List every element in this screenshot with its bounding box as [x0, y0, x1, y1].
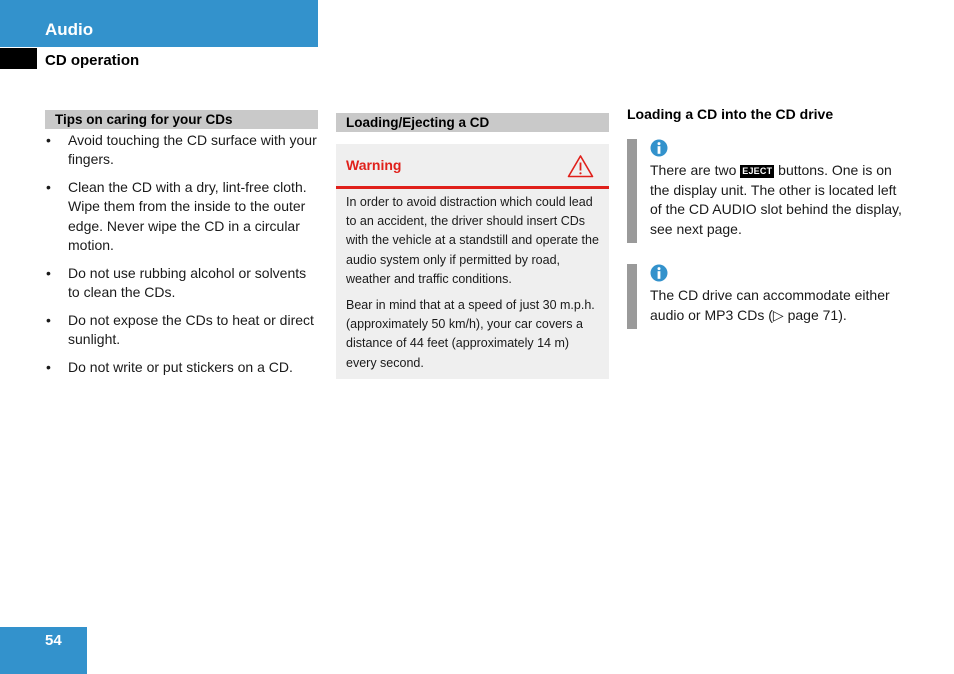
- list-item: • Do not expose the CDs to heat or direct sunlight.: [45, 311, 320, 350]
- section-title: CD operation: [45, 52, 140, 69]
- loading-section-heading: Loading/Ejecting a CD: [336, 113, 609, 132]
- warning-text: In order to avoid distraction which could lead to an accident, the driver should insert CDs with the vehicle at a standstill and operate the audio system only if permitted by road, weather and traffic conditions.: [346, 195, 599, 286]
- warning-label: Warning: [346, 157, 402, 173]
- info-bar: [627, 264, 637, 329]
- warning-text: Bear in mind that at a speed of just 30 m.p.h. (approximately 50 km/h), your car covers a distance of 44 feet (approximately 14 m) every second.: [346, 298, 595, 370]
- warning-divider: [336, 186, 609, 189]
- eject-key-badge: EJECT: [742, 166, 773, 176]
- list-item: • Do not use rubbing alcohol or solvents to clean the CDs.: [45, 264, 320, 303]
- info-note-text: There are two: [650, 162, 741, 178]
- list-item: • Do not write or put stickers on a CD.: [45, 358, 320, 377]
- section-marker: [0, 48, 37, 69]
- info-note: The CD drive can accommodate either audio or MP3 CDs (▷ page 71).: [650, 287, 890, 323]
- page-number: 54: [45, 632, 62, 649]
- list-item: • Avoid touching the CD surface with your fingers.: [45, 131, 320, 170]
- info-bar: [627, 139, 637, 243]
- tips-list: [45, 131, 320, 386]
- chapter-title: Audio: [45, 20, 94, 39]
- warning-triangle-icon: [567, 154, 594, 178]
- info-icon: [650, 264, 668, 282]
- info-icon: [650, 139, 668, 157]
- info-note: [650, 161, 905, 239]
- loading-cd-heading: Loading a CD into the CD drive: [627, 106, 834, 122]
- list-item: • Clean the CD with a dry, lint-free cloth. Wipe them from the inside to the outer edge. Never wipe the CD in a circular motion.: [45, 178, 320, 255]
- info-note-text: buttons. One is on the display unit. The other is located left of the CD AUDIO slot behind the display, see next page.: [650, 162, 902, 237]
- page-number-box: [0, 627, 87, 674]
- tips-section-heading: Tips on caring for your CDs: [45, 110, 318, 129]
